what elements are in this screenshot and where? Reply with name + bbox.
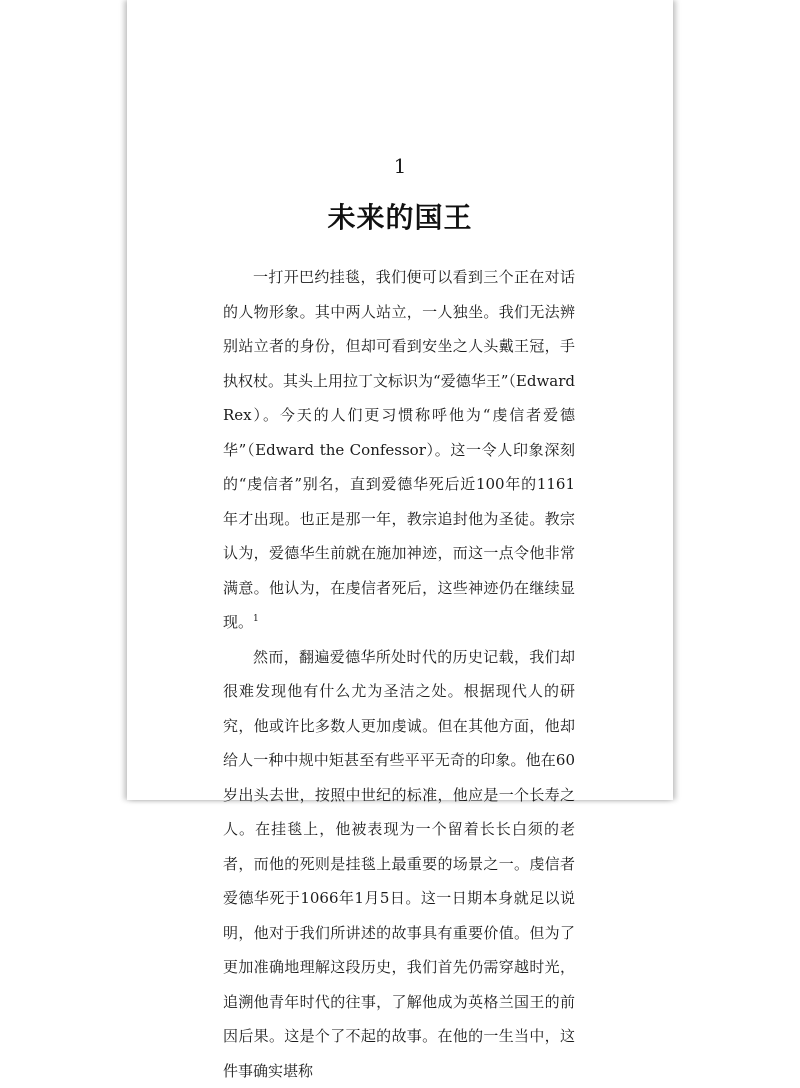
chapter-title: 未来的国王 (127, 196, 673, 236)
paragraph (223, 260, 575, 640)
body-text (223, 260, 575, 1088)
paragraph (223, 640, 575, 1088)
paragraph-text: 一打开巴约挂毯，我们便可以看到三个正在对话的人物形象。其中两人站立，一人独坐。我们无法辨别站立者的身份，但却可看到安坐之人头戴王冠，手执权杖。其头上用拉丁文标识为“爱德华王”（Edward Rex）。今天的人们更习惯称呼他为“虔信者爱德华”（Edward the Confessor）。这一令人印象深刻的“虔信者”别名，直到爱德华死后近100年的1161年才出现。也正是那一年，教宗追封他为圣徒。教宗认为，爱德华生前就在施加神迹，而这一点令他非常满意。他认为，在虔信者死后，这些神迹仍在继续显现。 (223, 268, 575, 631)
footnote-marker: 1 (253, 614, 259, 624)
paragraph-text: 然而，翻遍爱德华所处时代的历史记载，我们却很难发现他有什么尤为圣洁之处。根据现代人的研究，他或许比多数人更加虔诚。但在其他方面，他却给人一种中规中矩甚至有些平平无奇的印象。他在60岁出头去世，按照中世纪的标准，他应是一个长寿之人。在挂毯上，他被表现为一个留着长长白须的老者，而他的死则是挂毯上最重要的场景之一。虔信者爱德华死于1066年1月5日。这一日期本身就足以说明，他对于我们所讲述的故事具有重要价值。但为了更加准确地理解这段历史，我们首先仍需穿越时光，追溯他青年时代的往事，了解他成为英格兰国王的前因后果。这是个了不起的故事。在他的一生当中，这件事确实堪称 (223, 648, 575, 1080)
chapter-number: 1 (127, 154, 673, 178)
book-page (127, 0, 673, 800)
